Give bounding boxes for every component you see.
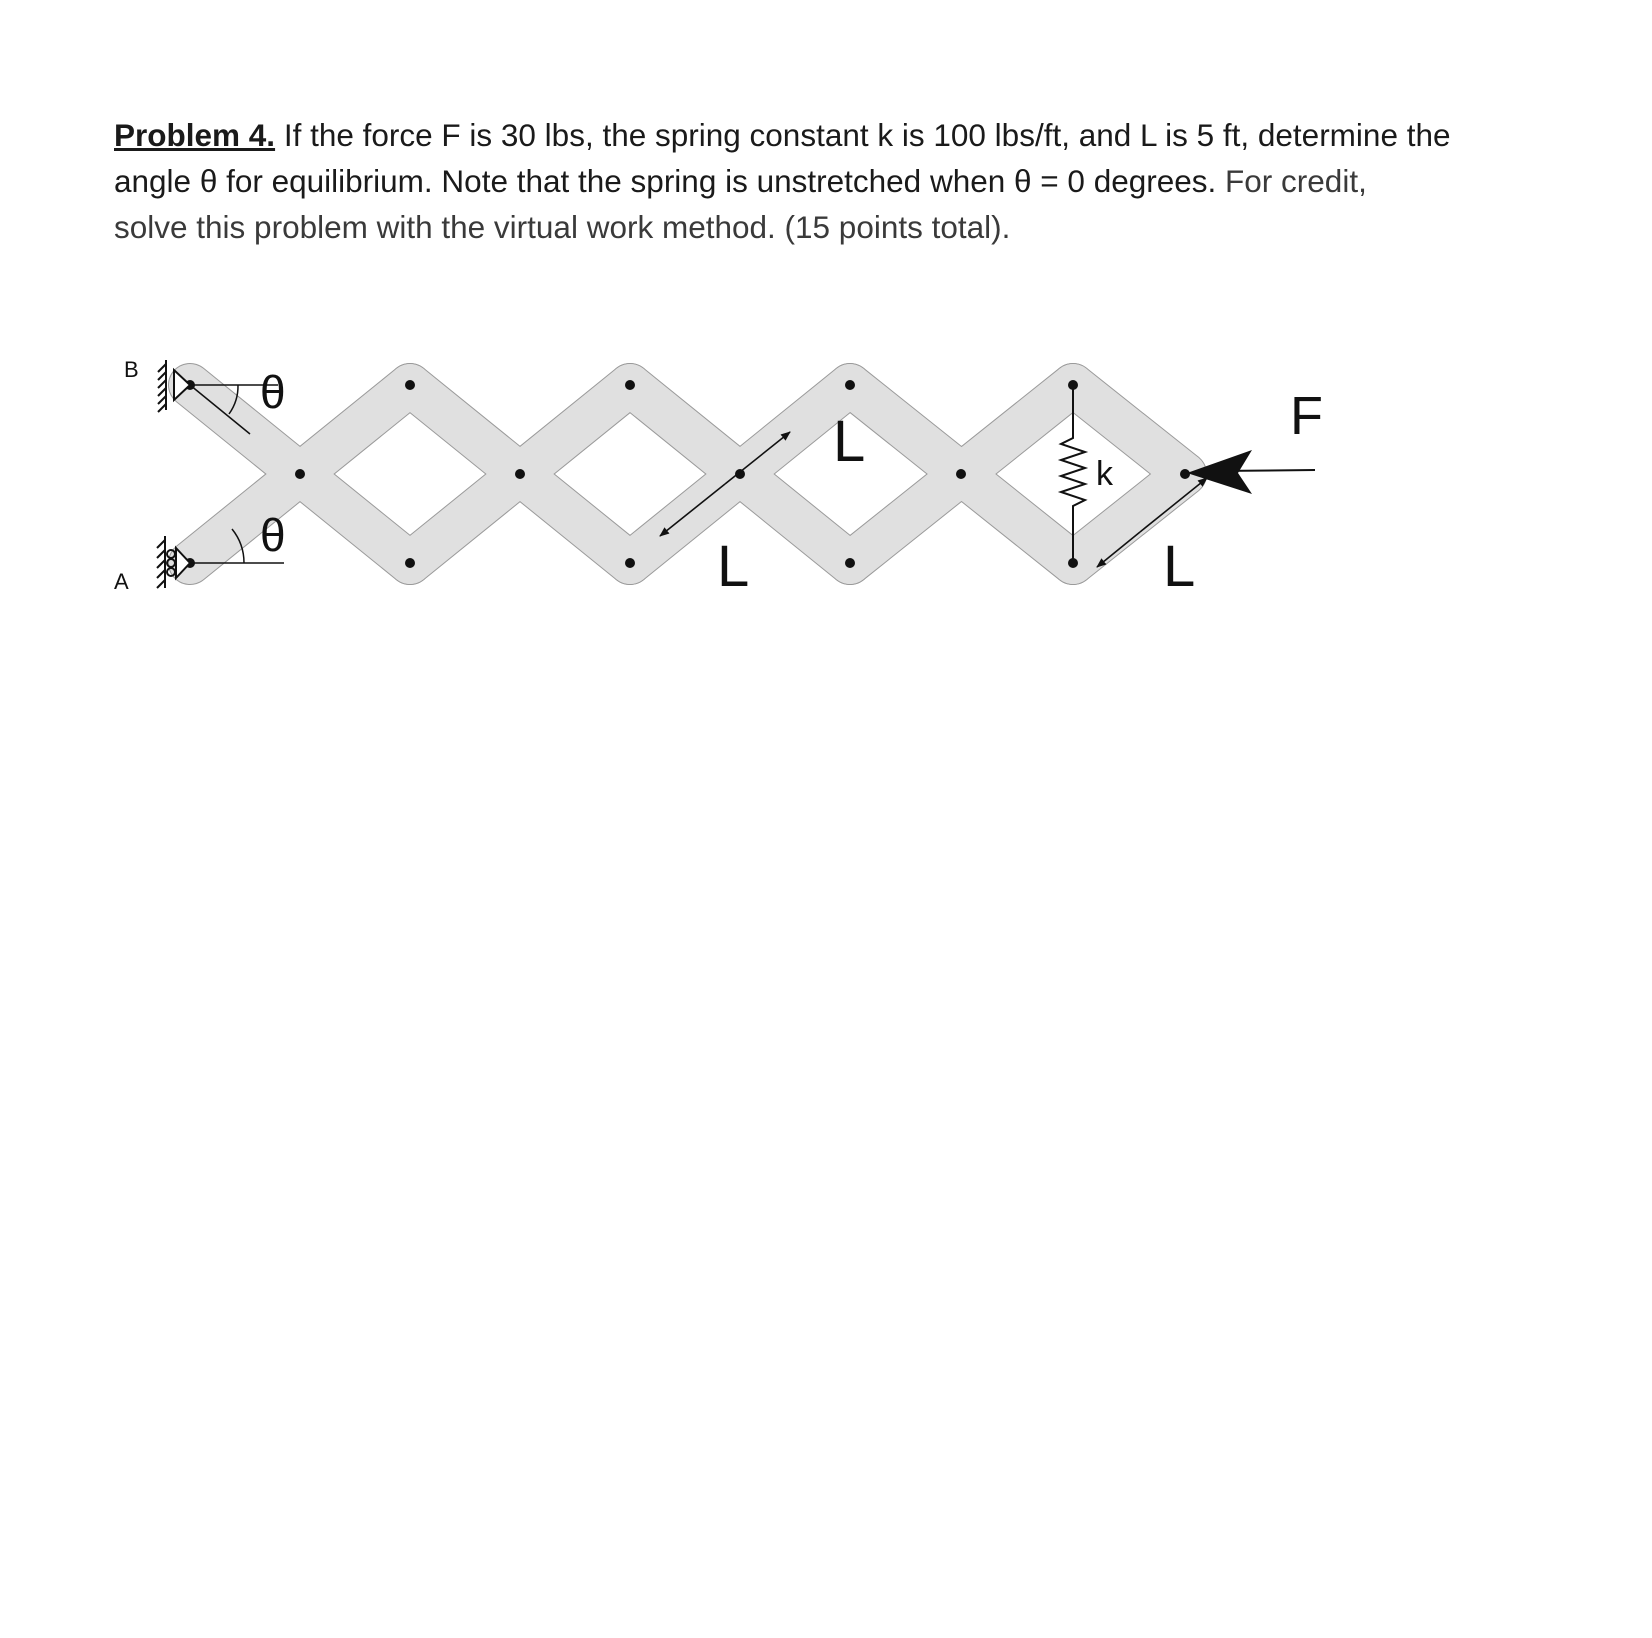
theta-bottom-label: θ (260, 509, 286, 561)
force-label: F (1290, 386, 1323, 446)
problem-line-1: If the force F is 30 lbs, the spring constant k is 100 lbs/ft, and L is 5 ft, determine the (275, 117, 1451, 153)
problem-line-2: angle θ for equilibrium. Note that the spring is unstretched when θ = 0 degrees. (114, 163, 1217, 199)
pin-joint (515, 469, 525, 479)
pin-joint (625, 558, 635, 568)
problem-heading: Problem 4. (114, 117, 276, 153)
length-label-middle: L (833, 409, 866, 474)
pin-joint (1180, 469, 1190, 479)
pin-joint (956, 469, 966, 479)
scissor-linkage-diagram (0, 330, 1652, 630)
length-label-lower-right: L (1163, 534, 1196, 599)
support-b-label: B (124, 357, 139, 382)
linkage-bar-fill (190, 385, 1185, 563)
pin-joint (845, 558, 855, 568)
spring-constant-label: k (1096, 455, 1113, 493)
support-a-label: A (114, 569, 129, 594)
pin-joint (625, 380, 635, 390)
problem-statement (114, 112, 1594, 250)
problem-line-2-tail: For credit, (1216, 163, 1367, 199)
pin-joint (845, 380, 855, 390)
length-label-lower-left: L (717, 534, 750, 599)
pin-joint (405, 380, 415, 390)
pin-joint (405, 558, 415, 568)
theta-top-label: θ (260, 366, 286, 418)
problem-line-3: solve this problem with the virtual work method. (15 points total). (114, 209, 1011, 245)
pin-joint (295, 469, 305, 479)
